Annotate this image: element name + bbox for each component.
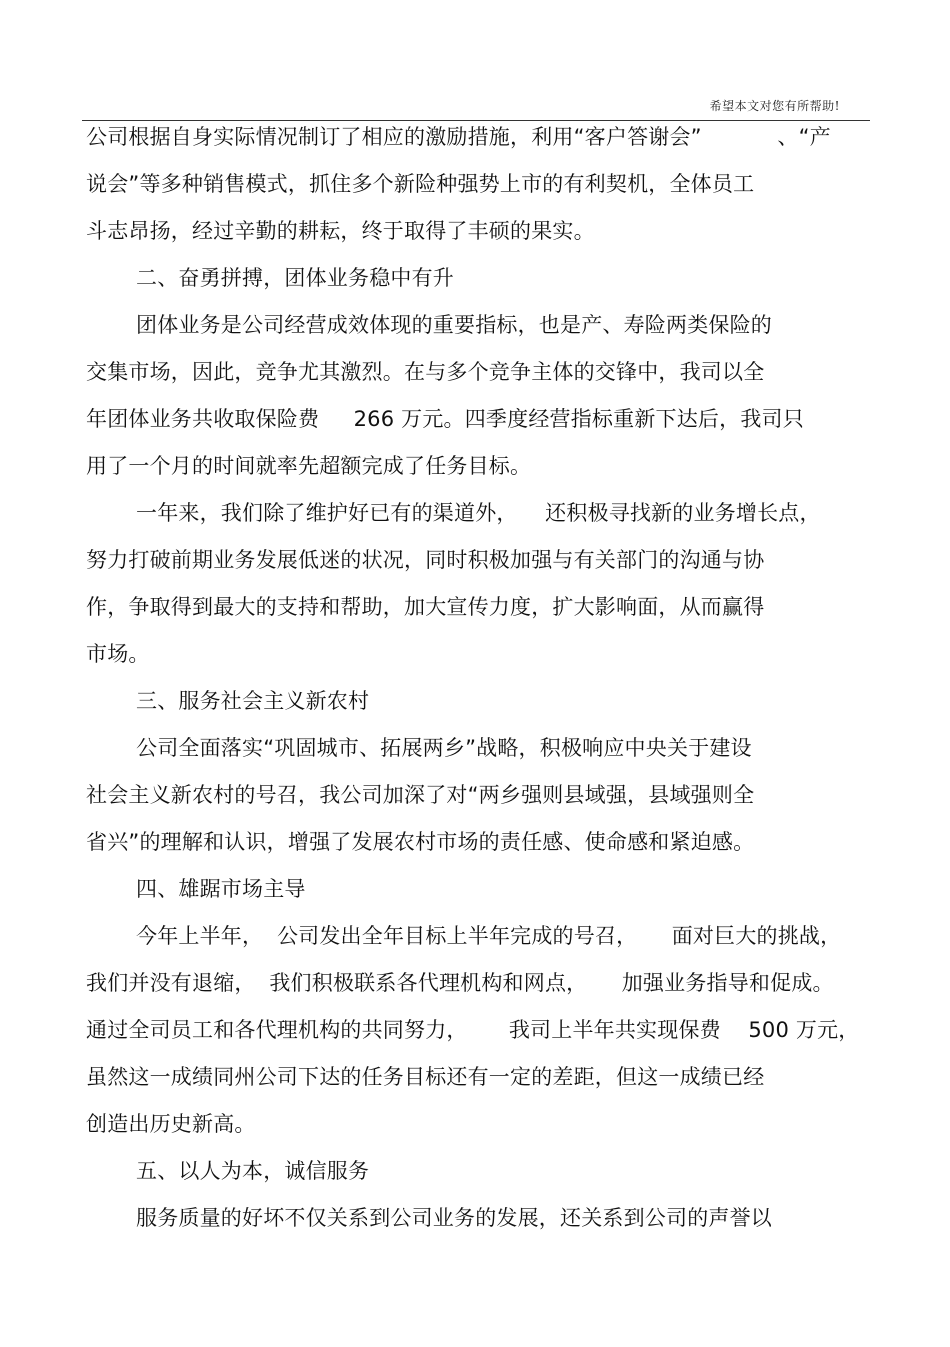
paragraph-line: 用了一个月的时间就率先超额完成了任务目标。 xyxy=(86,454,532,478)
section-heading: 四、雄踞市场主导 xyxy=(136,877,306,901)
paragraph-line: 一年来，我们除了维护好已有的渠道外， 还积极寻找新的业务增长点， xyxy=(136,501,821,525)
paragraph-line: 作，争取得到最大的支持和帮助，加大宣传力度，扩大影响面，从而赢得 xyxy=(86,595,765,619)
paragraph-line: 斗志昂扬，经过辛勤的耕耘，终于取得了丰硕的果实。 xyxy=(86,219,595,243)
section-heading: 三、服务社会主义新农村 xyxy=(136,689,370,713)
paragraph-line: 交集市场，因此，竞争尤其激烈。在与多个竞争主体的交锋中，我司以全 xyxy=(86,360,765,384)
paragraph-line: 年团体业务共收取保险费 266 万元。四季度经营指标重新下达后，我司只 xyxy=(86,407,804,431)
paragraph-line: 团体业务是公司经营成效体现的重要指标，也是产、寿险两类保险的 xyxy=(136,313,772,337)
paragraph-line: 社会主义新农村的号召，我公司加深了对“两乡强则县域强，县域强则全 xyxy=(86,783,755,807)
paragraph-line: 省兴”的理解和认识，增强了发展农村市场的责任感、使命感和紧迫感。 xyxy=(86,830,755,854)
header-note: 希望本文对您有所帮助! xyxy=(709,99,840,113)
paragraph-line: 创造出历史新高。 xyxy=(86,1112,256,1136)
paragraph-line: 服务质量的好坏不仅关系到公司业务的发展，还关系到公司的声誉以 xyxy=(136,1206,772,1230)
paragraph-line: 公司根据自身实际情况制订了相应的激励措施，利用“客户答谢会” 、“产 xyxy=(86,125,831,149)
paragraph-line: 努力打破前期业务发展低迷的状况，同时积极加强与有关部门的沟通与协 xyxy=(86,548,765,572)
paragraph-line: 虽然这一成绩同州公司下达的任务目标还有一定的差距，但这一成绩已经 xyxy=(86,1065,765,1089)
section-heading: 五、以人为本，诚信服务 xyxy=(136,1159,370,1183)
paragraph-line: 公司全面落实“巩固城市、拓展两乡”战略，积极响应中央关于建设 xyxy=(136,736,752,760)
paragraph-line: 今年上半年， 公司发出全年目标上半年完成的号召， 面对巨大的挑战， xyxy=(136,924,842,948)
paragraph-line: 说会”等多种销售模式，抓住多个新险种强势上市的有利契机，全体员工 xyxy=(86,172,755,196)
header-rule xyxy=(82,120,870,121)
paragraph-line: 我们并没有退缩， 我们积极联系各代理机构和网点， 加强业务指导和促成。 xyxy=(86,971,834,995)
section-heading: 二、奋勇拼搏，团体业务稳中有升 xyxy=(136,266,454,290)
paragraph-line: 通过全司员工和各代理机构的共同努力， 我司上半年共实现保费 500 万元， xyxy=(86,1018,860,1042)
paragraph-line: 市场。 xyxy=(86,642,150,666)
